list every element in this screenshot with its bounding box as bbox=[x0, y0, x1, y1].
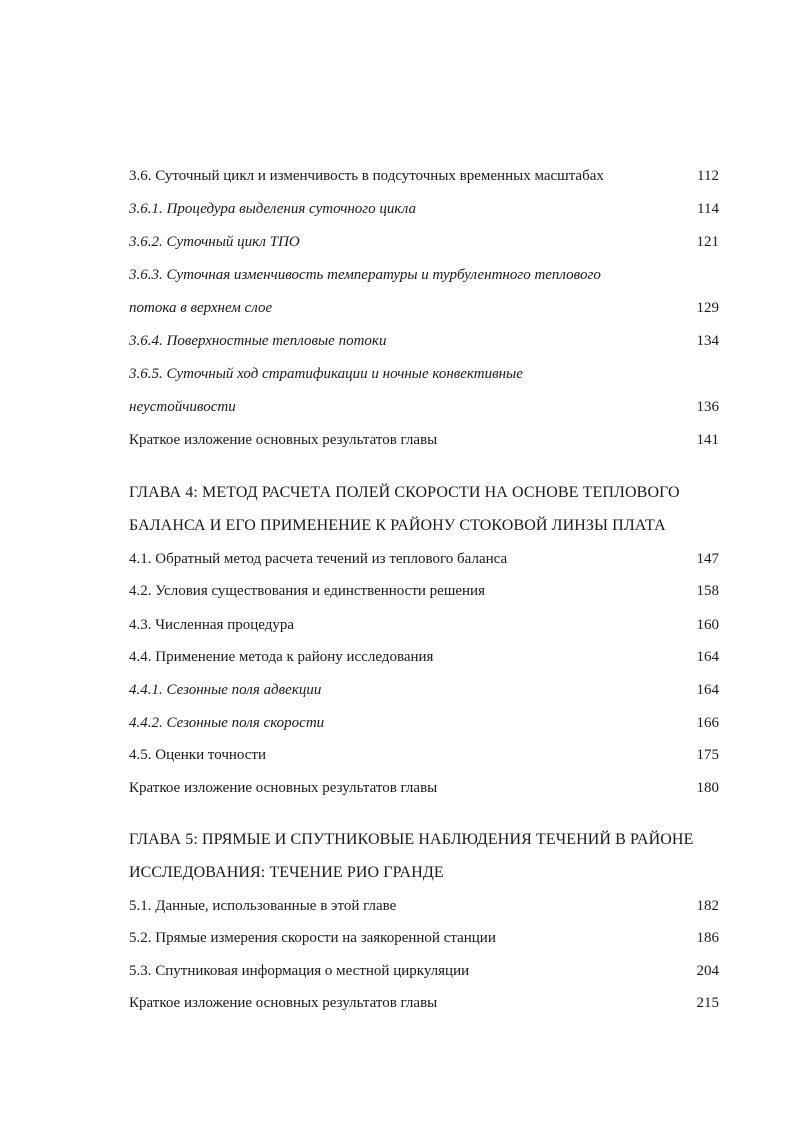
toc-entry-title: 4.4. Применение метода к району исследования bbox=[129, 649, 434, 665]
toc-entry-page: 129 bbox=[696, 300, 719, 316]
toc-entry-page: 160 bbox=[696, 617, 719, 633]
toc-entry-page: 121 bbox=[696, 234, 719, 250]
toc-entry-page: 158 bbox=[696, 583, 719, 599]
toc-entry-title: 5.3. Спутниковая информация о местной циркуляции bbox=[129, 963, 470, 979]
toc-entry-page: 112 bbox=[697, 168, 719, 184]
chapter-4-heading-line1: ГЛАВА 4: МЕТОД РАСЧЕТА ПОЛЕЙ СКОРОСТИ НА ОСНОВЕ ТЕПЛОВОГО bbox=[129, 484, 680, 501]
chapter-4-heading-line2: БАЛАНСА И ЕГО ПРИМЕНЕНИЕ К РАЙОНУ СТОКОВОЙ ЛИНЗЫ ПЛАТА bbox=[129, 517, 666, 534]
toc-entry-title: 5.2. Прямые измерения скорости на заякоренной станции bbox=[129, 930, 496, 946]
toc-entry-title: 3.6.3. Суточная изменчивость температуры и турбулентного теплового bbox=[129, 267, 601, 283]
toc-entry-title: Краткое изложение основных результатов главы bbox=[129, 432, 438, 448]
toc-entry-page: 180 bbox=[696, 780, 719, 796]
toc-entry-page: 186 bbox=[696, 930, 719, 946]
toc-entry-title: 4.5. Оценки точности bbox=[129, 747, 267, 763]
toc-entry-page: 114 bbox=[697, 201, 719, 217]
toc-entry-title: 4.3. Численная процедура bbox=[129, 617, 294, 633]
toc-entry-title: 4.2. Условия существования и единственности решения bbox=[129, 583, 485, 599]
toc-entry-page: 175 bbox=[696, 747, 719, 763]
toc-entry-title: Краткое изложение основных результатов главы bbox=[129, 995, 438, 1011]
toc-entry-title: Краткое изложение основных результатов главы bbox=[129, 780, 438, 796]
toc-entry-title: 3.6.2. Суточный цикл ТПО bbox=[129, 234, 300, 250]
toc-entry-title: 4.4.2. Сезонные поля скорости bbox=[129, 715, 325, 731]
chapter-5-heading-line2: ИССЛЕДОВАНИЯ: ТЕЧЕНИЕ РИО ГРАНДЕ bbox=[129, 864, 444, 881]
toc-entry-page: 164 bbox=[696, 649, 719, 665]
toc-entry-title: 4.1. Обратный метод расчета течений из теплового баланса bbox=[129, 551, 508, 567]
toc-entry-page: 204 bbox=[696, 963, 719, 979]
chapter-5-heading-line1: ГЛАВА 5: ПРЯМЫЕ И СПУТНИКОВЫЕ НАБЛЮДЕНИЯ ТЕЧЕНИЙ В РАЙОНЕ bbox=[129, 831, 694, 848]
toc-entry-title: 4.4.1. Сезонные поля адвекции bbox=[129, 682, 322, 698]
toc-entry-page: 134 bbox=[696, 333, 719, 349]
toc-entry-page: 147 bbox=[696, 551, 719, 567]
toc-entry-title: 3.6.5. Суточный ход стратификации и ночные конвективные bbox=[129, 366, 523, 382]
toc-entry-title: 5.1. Данные, использованные в этой главе bbox=[129, 898, 397, 914]
toc-entry-title: неустойчивости bbox=[129, 399, 236, 415]
toc-entry-title: 3.6.4. Поверхностные тепловые потоки bbox=[129, 333, 387, 349]
toc-entry-page: 215 bbox=[696, 995, 719, 1011]
toc-entry-title: 3.6. Суточный цикл и изменчивость в подсуточных временных масштабах bbox=[129, 168, 604, 184]
toc-entry-page: 141 bbox=[696, 432, 719, 448]
toc-entry-page: 164 bbox=[696, 682, 719, 698]
toc-entry-page: 136 bbox=[696, 399, 719, 415]
toc-entry-page: 166 bbox=[696, 715, 719, 731]
toc-entry-title: 3.6.1. Процедура выделения суточного цикла bbox=[129, 201, 416, 217]
toc-entry-title: потока в верхнем слое bbox=[129, 300, 273, 316]
toc-entry-page: 182 bbox=[696, 898, 719, 914]
